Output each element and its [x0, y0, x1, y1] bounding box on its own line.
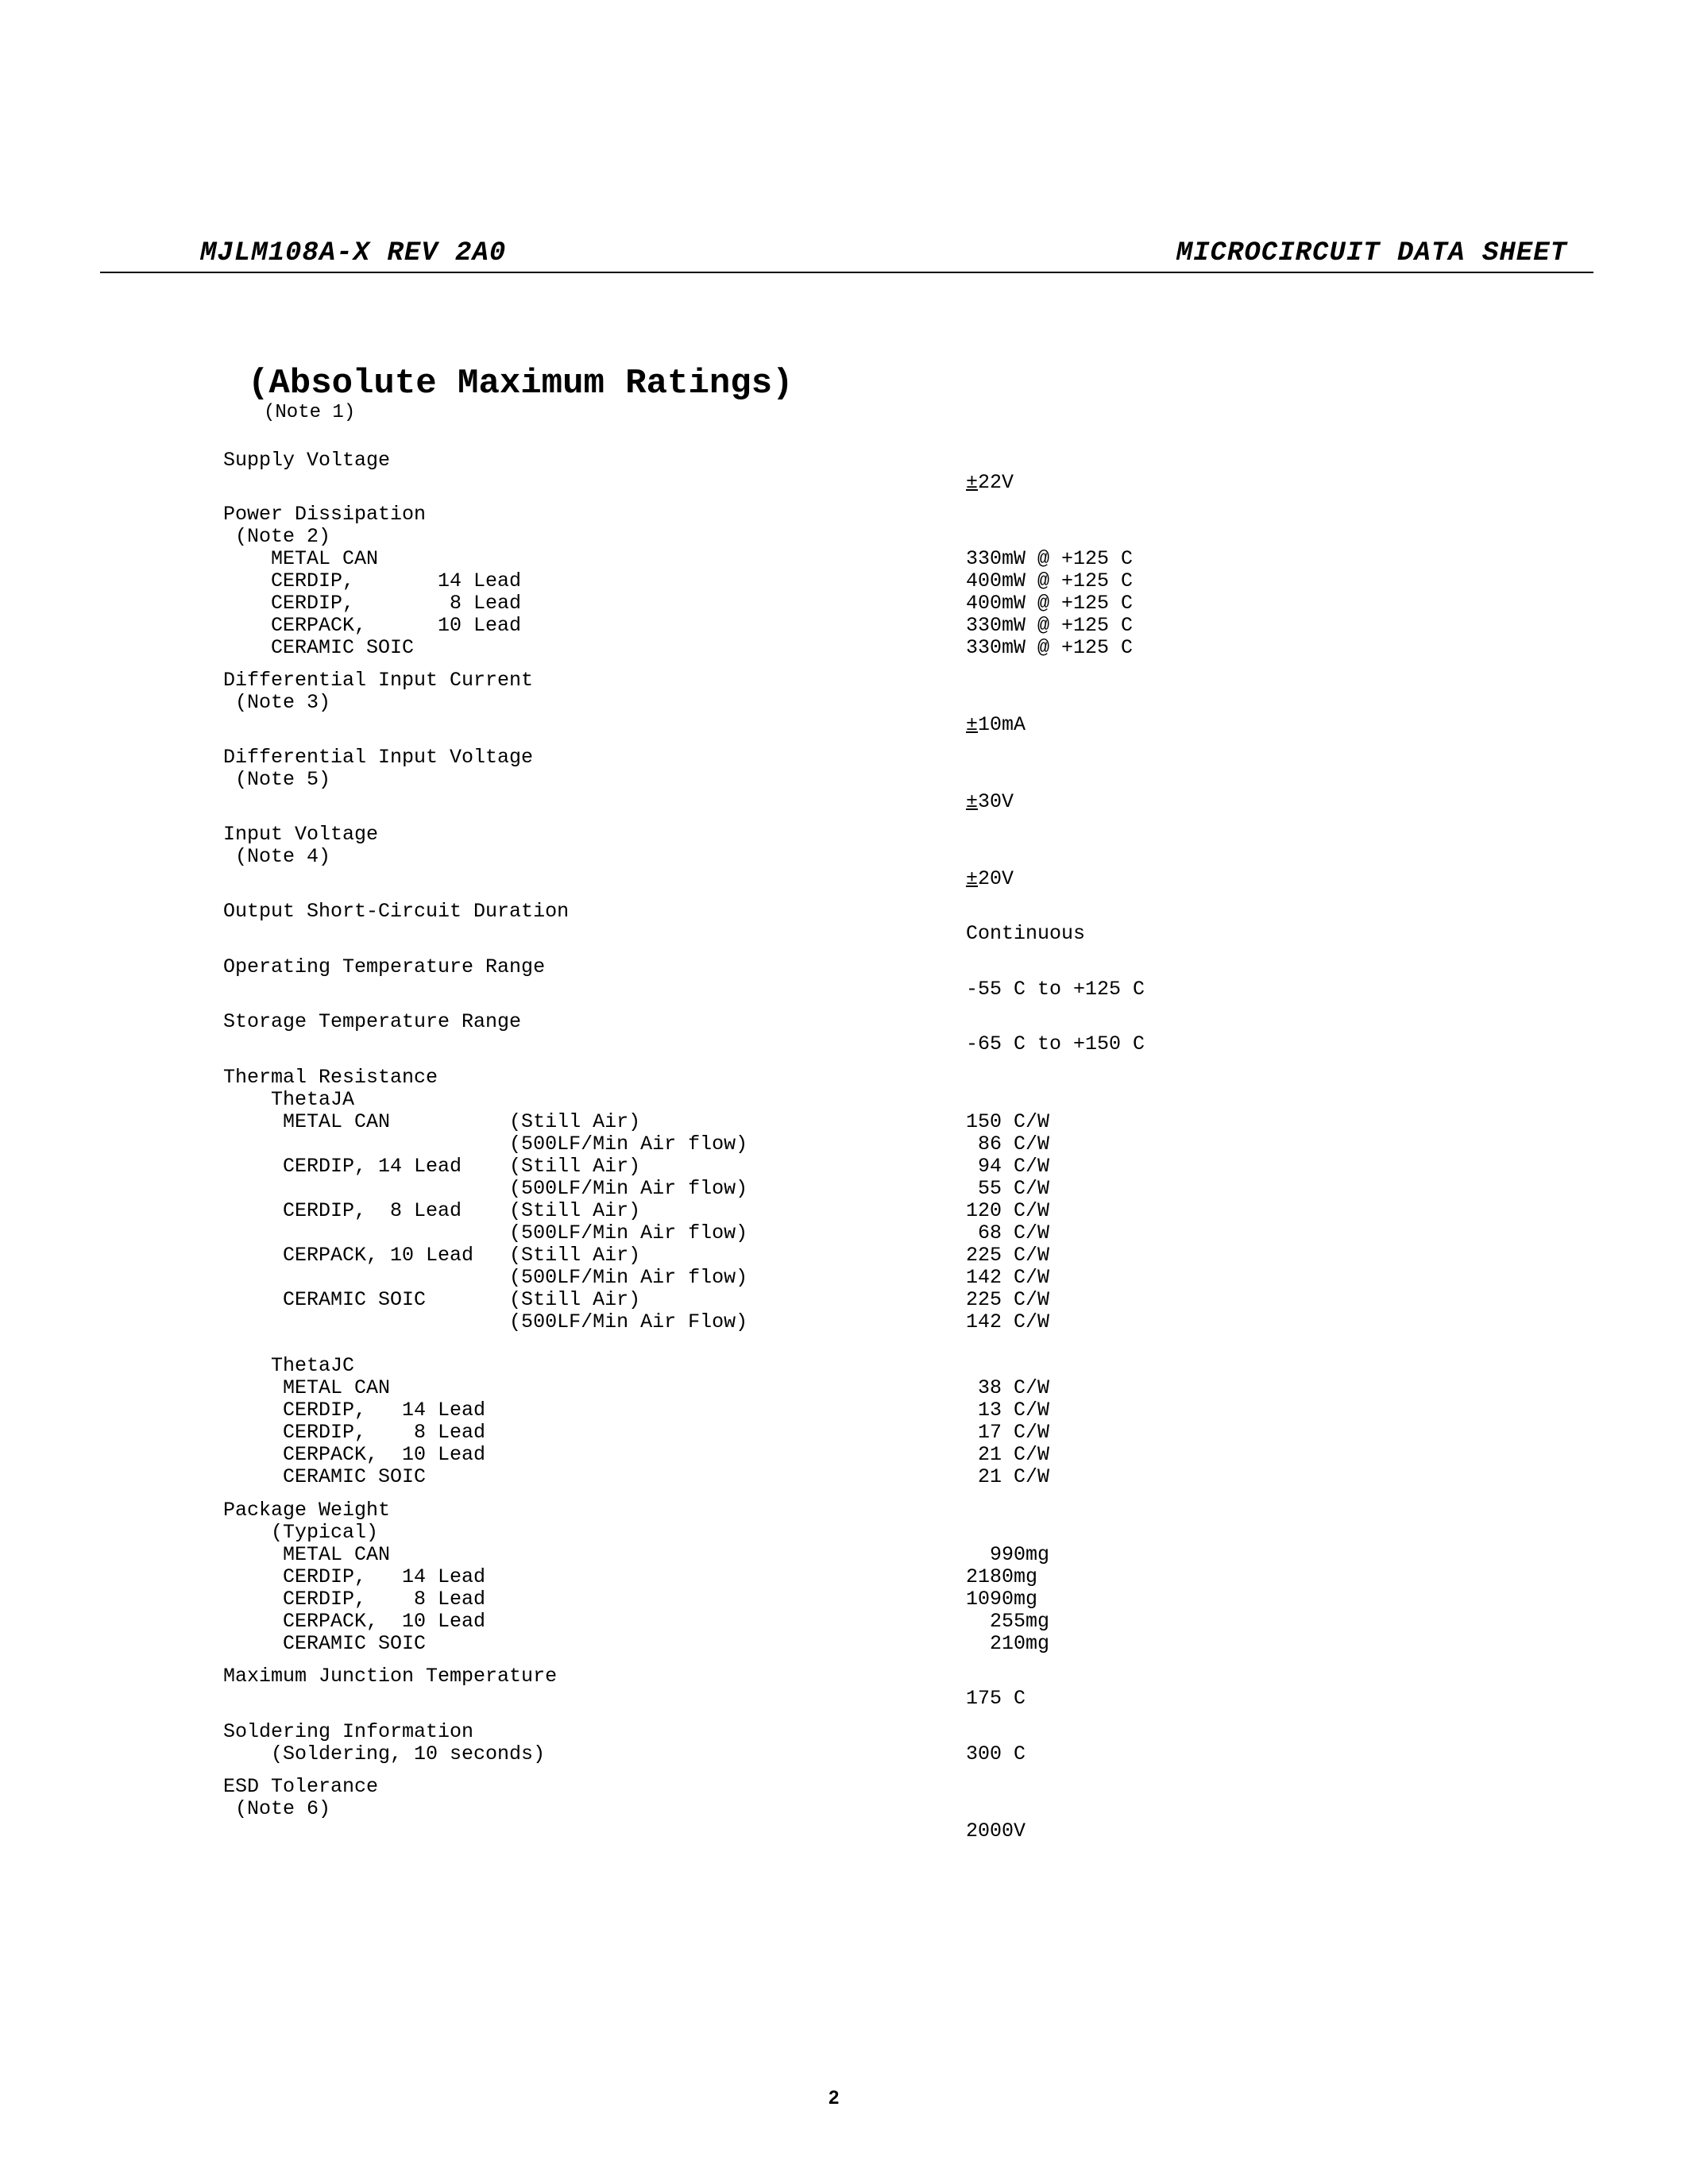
rating-value-text: 142 C/W [966, 1266, 1050, 1289]
rating-label: (500LF/Min Air flow) [223, 1221, 748, 1244]
rating-value [966, 1820, 1026, 1843]
rating-value-text: 990mg [966, 1543, 1050, 1566]
rating-value-text: 17 C/W [966, 1421, 1050, 1444]
rating-label: CERDIP, 14 Lead [223, 569, 522, 592]
rating-label: CERPACK, 10 Lead [223, 614, 522, 637]
plus-minus-symbol: ± [966, 713, 979, 736]
rating-value-text: 20V [978, 867, 1014, 890]
rating-value-text: 300 C [966, 1742, 1026, 1765]
rating-value [966, 472, 1014, 494]
rating-label: (500LF/Min Air flow) [223, 1177, 748, 1200]
rating-value [966, 923, 1085, 945]
rating-value [966, 1399, 1049, 1422]
rating-label: ThetaJC [223, 1354, 355, 1377]
rating-value-text: 150 C/W [966, 1110, 1050, 1133]
rating-value [966, 592, 1133, 615]
rating-value [966, 637, 1133, 659]
rating-label: Output Short-Circuit Duration [223, 900, 570, 923]
plus-minus-symbol: ± [966, 790, 979, 813]
rating-label: METAL CAN [223, 1543, 391, 1566]
rating-value-text: 2000V [966, 1819, 1026, 1843]
document-type-header: MICROCIRCUIT DATA SHEET [1176, 238, 1567, 268]
rating-value [966, 1566, 1037, 1588]
rating-value-text: 21 C/W [966, 1465, 1050, 1488]
rating-value [966, 1156, 1049, 1178]
rating-value [966, 868, 1014, 890]
rating-value-text: 175 C [966, 1687, 1026, 1710]
rating-label: METAL CAN [223, 547, 379, 570]
rating-value-text: 210mg [966, 1632, 1050, 1655]
rating-label: Power Dissipation [223, 503, 427, 526]
rating-value [966, 1377, 1049, 1399]
rating-value-text: 225 C/W [966, 1288, 1050, 1311]
rating-value [966, 1178, 1049, 1200]
rating-label: Package Weight [223, 1499, 391, 1522]
rating-label: CERAMIC SOIC [223, 1632, 427, 1655]
rating-value [966, 1111, 1049, 1133]
rating-label: CERPACK, 10 Lead [223, 1443, 486, 1466]
rating-value-text: 120 C/W [966, 1199, 1050, 1222]
rating-label: CERPACK, 10 Lead [223, 1610, 486, 1633]
rating-value-text: 2180mg [966, 1565, 1038, 1588]
rating-value-text: 400mW @ +125 C [966, 592, 1134, 615]
rating-label: CERDIP, 8 Lead (Still Air) [223, 1199, 641, 1222]
rating-value [966, 714, 1026, 736]
page-number: 2 [829, 2087, 840, 2109]
rating-value [966, 1244, 1049, 1267]
rating-value [966, 791, 1014, 813]
rating-label: ThetaJA [223, 1088, 355, 1111]
header-rule [100, 272, 1593, 273]
section-title: (Absolute Maximum Ratings) [248, 364, 794, 403]
rating-value [966, 1688, 1026, 1710]
section-title-note: (Note 1) [264, 402, 356, 423]
rating-value-text: 255mg [966, 1610, 1050, 1633]
rating-value-text: -65 C to +150 C [966, 1032, 1145, 1055]
rating-value [966, 1444, 1049, 1466]
rating-label: CERDIP, 8 Lead [223, 1588, 486, 1611]
rating-value [966, 1743, 1026, 1765]
rating-value-text: 38 C/W [966, 1376, 1050, 1399]
rating-value [966, 1033, 1145, 1055]
document-id-header: MJLM108A-X REV 2A0 [200, 238, 507, 268]
rating-label: Thermal Resistance [223, 1066, 438, 1089]
rating-value [966, 1422, 1049, 1444]
rating-value-text: 22V [978, 471, 1014, 494]
rating-label: CERDIP, 14 Lead [223, 1565, 486, 1588]
rating-label: CERAMIC SOIC [223, 636, 415, 659]
rating-label: (Note 3) [223, 691, 331, 714]
rating-label: CERDIP, 8 Lead [223, 1421, 486, 1444]
rating-value-text: Continuous [966, 922, 1086, 945]
rating-value [966, 1222, 1049, 1244]
rating-value [966, 1588, 1037, 1611]
rating-label: Maximum Junction Temperature [223, 1665, 558, 1688]
rating-value-text: -55 C to +125 C [966, 978, 1145, 1001]
rating-value [966, 1200, 1049, 1222]
rating-value [966, 1633, 1049, 1655]
rating-value-text: 10mA [978, 713, 1026, 736]
rating-value-text: 225 C/W [966, 1244, 1050, 1267]
rating-value [966, 615, 1133, 637]
rating-value-text: 142 C/W [966, 1310, 1050, 1333]
rating-label: (Note 6) [223, 1797, 331, 1820]
rating-label: Operating Temperature Range [223, 955, 546, 978]
rating-label: (500LF/Min Air flow) [223, 1133, 748, 1156]
rating-value-text: 330mW @ +125 C [966, 614, 1134, 637]
rating-value-text: 55 C/W [966, 1177, 1050, 1200]
rating-value [966, 548, 1133, 570]
rating-value-text: 30V [978, 790, 1014, 813]
rating-value-text: 330mW @ +125 C [966, 636, 1134, 659]
rating-value-text: 86 C/W [966, 1133, 1050, 1156]
rating-label: (Soldering, 10 seconds) [223, 1742, 546, 1765]
rating-value [966, 1544, 1049, 1566]
rating-label: (500LF/Min Air Flow) [223, 1310, 748, 1333]
rating-label: (Note 5) [223, 768, 331, 791]
rating-label: METAL CAN (Still Air) [223, 1110, 641, 1133]
rating-value-text: 13 C/W [966, 1399, 1050, 1422]
plus-minus-symbol: ± [966, 867, 979, 890]
rating-value-text: 68 C/W [966, 1221, 1050, 1244]
rating-label: CERDIP, 8 Lead [223, 592, 522, 615]
rating-label: CERDIP, 14 Lead (Still Air) [223, 1155, 641, 1178]
rating-value [966, 1289, 1049, 1311]
rating-label: ESD Tolerance [223, 1775, 379, 1798]
rating-label: Input Voltage [223, 823, 379, 846]
rating-value-text: 1090mg [966, 1588, 1038, 1611]
rating-value-text: 94 C/W [966, 1155, 1050, 1178]
rating-label: (Note 4) [223, 845, 331, 868]
rating-label: Differential Input Current [223, 669, 534, 692]
rating-label: (Note 2) [223, 525, 331, 548]
rating-value-text: 400mW @ +125 C [966, 569, 1134, 592]
rating-value [966, 1311, 1049, 1333]
rating-value [966, 1611, 1049, 1633]
plus-minus-symbol: ± [966, 471, 979, 494]
rating-label: Storage Temperature Range [223, 1010, 522, 1033]
rating-label: CERPACK, 10 Lead (Still Air) [223, 1244, 641, 1267]
rating-label: (Typical) [223, 1521, 379, 1544]
rating-value [966, 570, 1133, 592]
rating-label: CERAMIC SOIC (Still Air) [223, 1288, 641, 1311]
rating-value [966, 978, 1145, 1001]
rating-label: (500LF/Min Air flow) [223, 1266, 748, 1289]
rating-label: Soldering Information [223, 1720, 474, 1743]
rating-value-text: 21 C/W [966, 1443, 1050, 1466]
rating-label: CERAMIC SOIC [223, 1465, 427, 1488]
rating-value [966, 1466, 1049, 1488]
rating-label: CERDIP, 14 Lead [223, 1399, 486, 1422]
rating-value-text: 330mW @ +125 C [966, 547, 1134, 570]
rating-value [966, 1267, 1049, 1289]
rating-label: Differential Input Voltage [223, 746, 534, 769]
rating-value [966, 1133, 1049, 1156]
rating-label: METAL CAN [223, 1376, 391, 1399]
rating-label: Supply Voltage [223, 449, 391, 472]
